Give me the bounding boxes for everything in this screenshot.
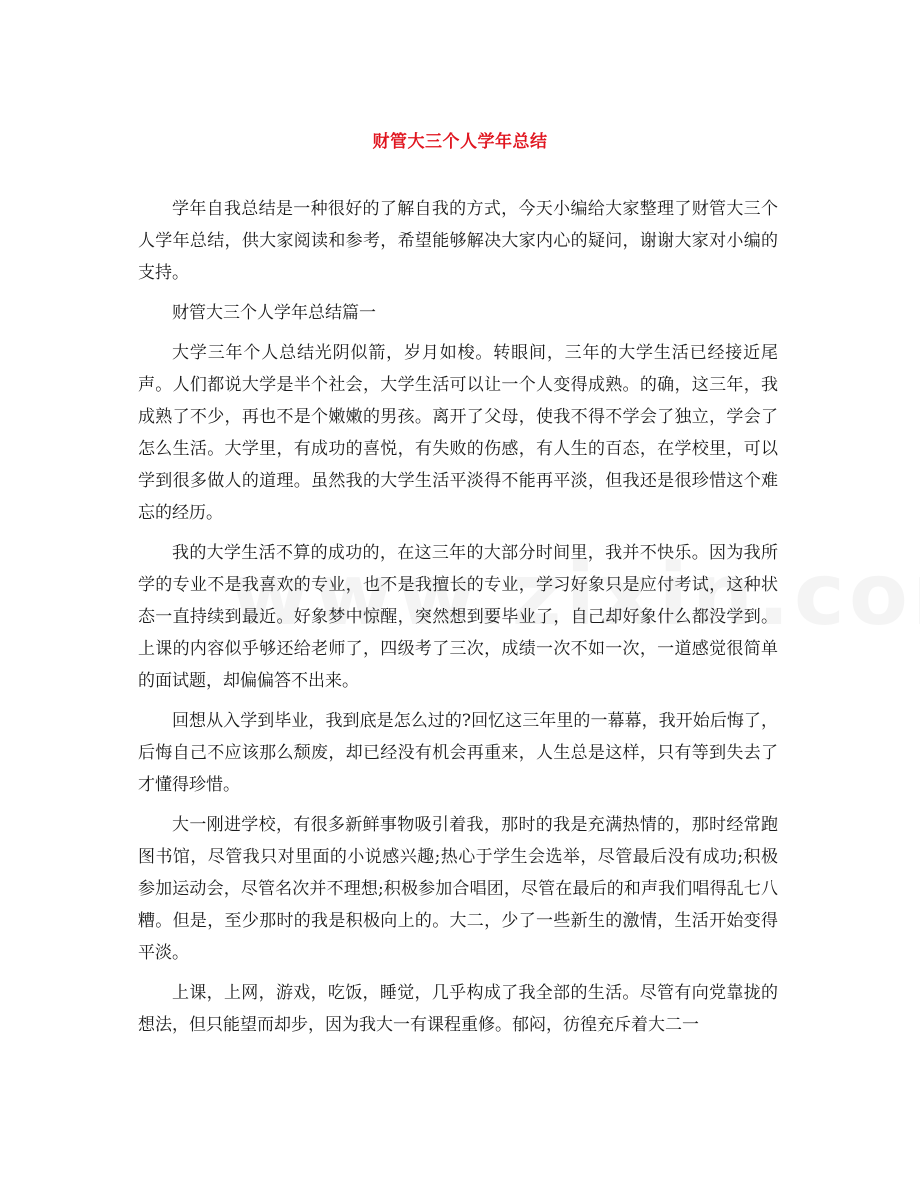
section-heading: 财管大三个人学年总结篇一 — [172, 303, 376, 323]
paragraph: 我的大学生活不算的成功的，在这三年的大部分时间里，我并不快乐。因为我所学的专业不是我喜欢的专业，也不是我擅长的专业，学习好象只是应付考试，这种状态一直持续到最近。好象梦中惊醒，突然想到要毕业了，自己却好象什么都没学到。上课的内容似乎够还给老师了，四级考了三次，成绩一次不如一次，一道感觉很简单的面试题，却偏偏答不出来。 — [138, 543, 778, 691]
paragraph: 大一刚进学校，有很多新鲜事物吸引着我，那时的我是充满热情的，那时经常跑图书馆，尽管我只对里面的小说感兴趣;热心于学生会选举，尽管最后没有成功;积极参加运动会，尽管名次并不理想;积极参加合唱团，尽管在最后的和声我们唱得乱七八糟。但是，至少那时的我是积极向上的。大二，少了一些新生的激情，生活开始变得平淡。 — [138, 815, 778, 963]
document-body — [138, 193, 778, 1049]
document-title: 财管大三个人学年总结 — [372, 132, 548, 152]
paragraph-intro: 学年自我总结是一种很好的了解自我的方式，今天小编给大家整理了财管大三个人学年总结，供大家阅读和参考，希望能够解决大家内心的疑问，谢谢大家对小编的支持。 — [138, 199, 778, 283]
paragraph: 上课，上网，游戏，吃饭，睡觉，几乎构成了我全部的生活。尽管有向党靠拢的想法，但只能望而却步，因为我大一有课程重修。郁闷，彷徨充斥着大二一 — [138, 983, 778, 1035]
paragraph: 大学三年个人总结光阴似箭，岁月如梭。转眼间，三年的大学生活已经接近尾声。人们都说大学是半个社会，大学生活可以让一个人变得成熟。的确，这三年，我成熟了不少，再也不是个嫩嫩的男孩。离开了父母，使我不得不学会了独立，学会了怎么生活。大学里，有成功的喜悦，有失败的伤感，有人生的百态，在学校里，可以学到很多做人的道理。虽然我的大学生活平淡得不能再平淡，但我还是很珍惜这个难忘的经历。 — [138, 343, 778, 523]
paragraph: 回想从入学到毕业，我到底是怎么过的?回忆这三年里的一幕幕，我开始后悔了，后悔自己不应该那么颓废，却已经没有机会再重来，人生总是这样，只有等到失去了才懂得珍惜。 — [138, 711, 778, 795]
